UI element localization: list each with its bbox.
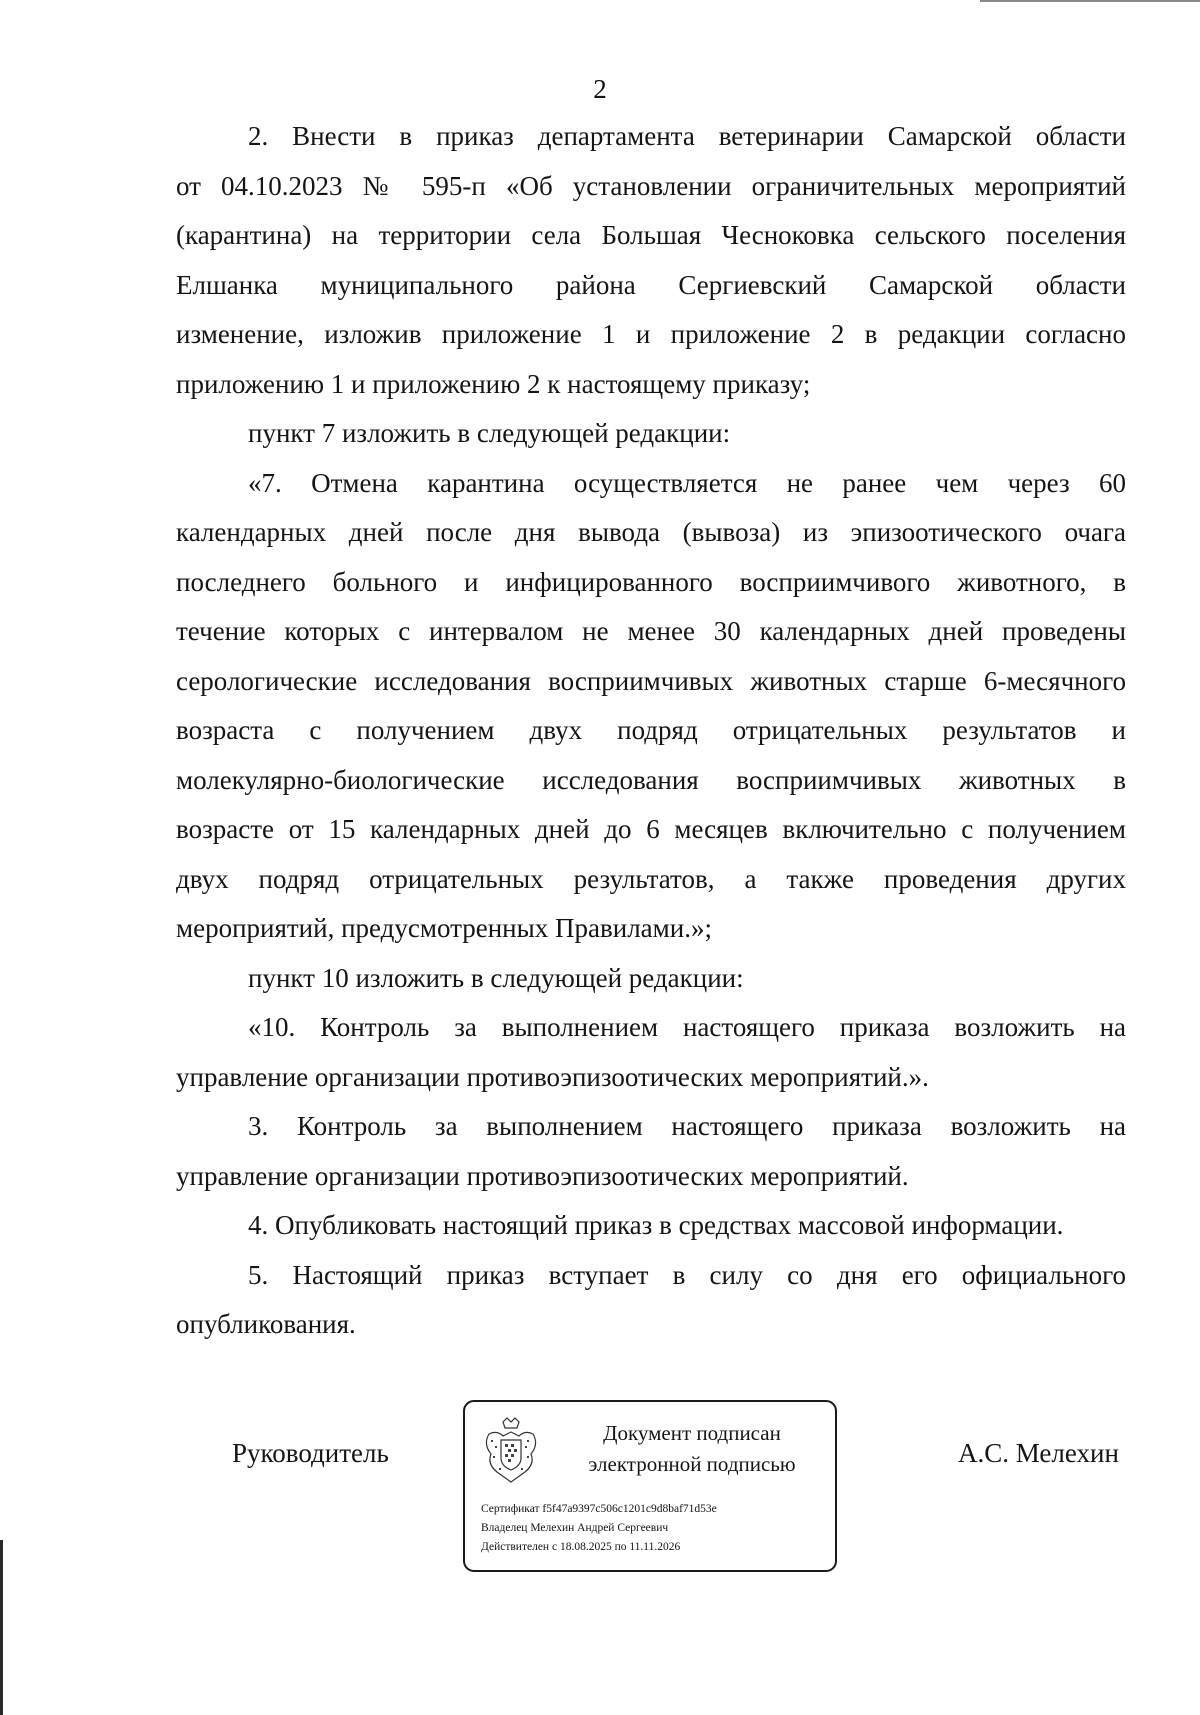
certificate-validity: Действителен с 18.08.2025 по 11.11.2026 [481, 1541, 681, 1553]
signer-name: А.С. Мелехин [958, 1438, 1119, 1468]
paragraph-2-line: изменение, изложив приложение 1 и приложение 2 в редакции согласно [176, 319, 1126, 349]
paragraph-5-line: 5. Настоящий приказ вступает в силу со дня его официального [248, 1259, 1126, 1290]
quoted-punkt-7-line: течение которых с интервалом не менее 30 календарных дней проведены [176, 616, 1126, 646]
stamp-heading-line: электронной подписью [588, 1452, 796, 1476]
paragraph-2-line: приложению 1 и приложению 2 к настоящему приказу; [176, 368, 811, 399]
quoted-punkt-10-line: «10. Контроль за выполнением настоящего приказа возложить на [248, 1012, 1126, 1042]
paragraph-3-line: 3. Контроль за выполнением настоящего приказа возложить на [248, 1111, 1126, 1141]
quoted-punkt-7-line: молекулярно-биологические исследования восприимчивых животных в [176, 764, 1126, 795]
quoted-punkt-7-line: возраста с получением двух подряд отрицательных результатов и [176, 715, 1126, 745]
paragraph-4: 4. Опубликовать настоящий приказ в средствах массовой информации. [248, 1210, 1064, 1240]
quoted-punkt-7-line: серологические исследования восприимчивых животных старше 6-месячного [176, 665, 1126, 696]
paragraph-2-line: 2. Внести в приказ департамента ветеринарии Самарской области [248, 121, 1126, 151]
paragraph-2-line: (карантина) на территории села Большая Чесноковка сельского поселения [176, 220, 1126, 250]
document-body [176, 112, 1126, 1350]
certificate-owner: Владелец Мелехин Андрей Сергеевич [481, 1522, 669, 1534]
quoted-punkt-7-line: мероприятий, предусмотренных Правилами.»; [176, 913, 712, 943]
quoted-punkt-7-line: «7. Отмена карантина осуществляется не ранее чем через 60 [248, 467, 1126, 498]
paragraph-3-line: управление организации противоэпизоотических мероприятий. [176, 1160, 909, 1191]
quoted-punkt-7-line: двух подряд отрицательных результатов, а также проведения других [176, 863, 1126, 894]
punkt-10-intro: пункт 10 изложить в следующей редакции: [248, 962, 744, 993]
scan-margin-line [0, 1540, 3, 1715]
certificate-number: Сертификат f5f47a9397c506c1201c9d8baf71d53e [481, 1503, 717, 1515]
paragraph-2-line: Елшанка муниципального района Сергиевский Самарской области [176, 269, 1126, 300]
quoted-punkt-10-line: управление организации противоэпизоотических мероприятий.». [176, 1061, 929, 1092]
quoted-punkt-7-line: последнего больного и инфицированного восприимчивого животного, в [176, 566, 1126, 597]
punkt-7-intro: пункт 7 изложить в следующей редакции: [248, 418, 731, 448]
stamp-heading [557, 1418, 827, 1480]
paragraph-2-line: от 04.10.2023 № 595-п «Об установлении ограничительных мероприятий [176, 170, 1126, 201]
quoted-punkt-7-line: возрасте от 15 календарных дней до 6 месяцев включительно с получением [176, 814, 1126, 844]
quoted-punkt-7-line: календарных дней после дня вывода (вывоза) из эпизоотического очага [176, 517, 1126, 547]
stamp-heading-line: Документ подписан [603, 1421, 781, 1445]
electronic-signature-stamp [463, 1400, 837, 1572]
scan-edge-line [980, 0, 1200, 2]
page-number: 2 [593, 74, 607, 104]
coat-of-arms-emblem-icon [481, 1416, 541, 1486]
certificate-details [481, 1500, 831, 1557]
signer-position: Руководитель [232, 1438, 389, 1468]
paragraph-5-line: опубликования. [176, 1309, 356, 1339]
